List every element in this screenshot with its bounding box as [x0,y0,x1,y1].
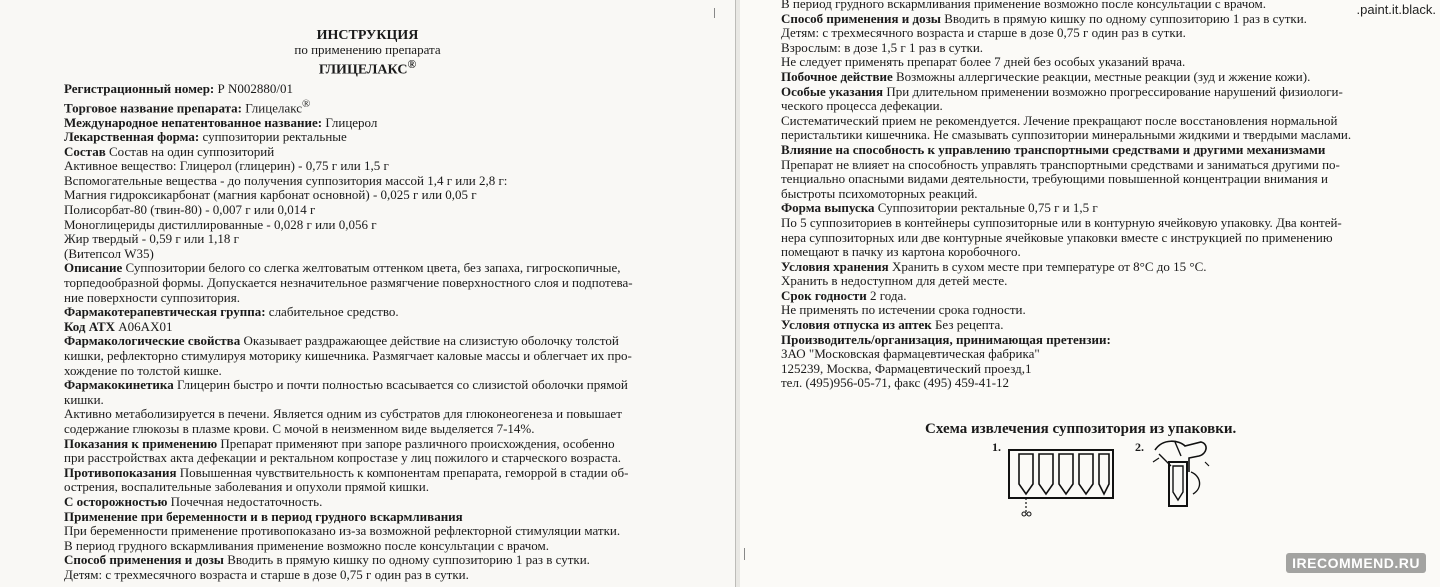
text-line: ческого процесса дефекации. [781,98,943,114]
description-line: торпедообразной формы. Допускается незначительное размягчение поверхностного слоя и подпотева- [64,275,633,291]
shelf-life: Срок годности 2 года. [781,287,907,303]
text-line: По 5 суппозиториев в контейнеры суппозиторные или в контурную ячейковую упаковку. Два контей- [781,214,1342,230]
text-line: при расстройствах акта дефекации и ректальном копростазе у лиц пожилого и старческого возраста. [64,450,622,466]
excipient-line: Моноглицериды дистиллированные - 0,028 г или 0,056 г [64,216,377,232]
pharm-group: Фармакотерапевтическая группа: слабительное средство. [64,304,399,320]
pharmacokinetics: Фармакокинетика Глицерин быстро и почти полностью всасывается со слизистой оболочки прямой [64,377,628,393]
inn-name: Международное непатентованное название: Глицерол [64,114,378,130]
text-line: быстроты психомоторных реакций. [781,185,978,201]
text-line: В период грудного вскармливания применение возможно после консультации с врачом. [781,0,1267,11]
right-text-column [781,0,1431,391]
release-form: Форма выпуска Суппозитории ректальные 0,75 г и 1,5 г [781,200,1098,216]
text-line: перистальтики кишечника. Не смазывать суппозитории минеральными жидкими и твердыми маслами. [781,127,1352,143]
text-line: кишки. [64,391,104,407]
composition-heading: Состав Состав на один суппозиторий [64,143,275,159]
dosage: Способ применения и дозы Вводить в прямую кишку по одному суппозиторию 1 раз в сутки. [781,10,1307,26]
excipient-line: Магния гидроксикарбонат (магния карбонат основной) - 0,025 г или 0,05 г [64,187,477,203]
drug-name: ГЛИЦЕЛАКС® [318,58,417,78]
text-line: Активно метаболизируется в печени. Является одним из субстратов для глюконеогенеза и повышает [64,406,622,422]
excipients: Вспомогательные вещества - до получения суппозитория массой 1,4 г или 2,8 г: [64,172,508,188]
manufacturer-heading: Производитель/организация, принимающая претензии: [781,331,1111,347]
description-line: ние поверхности суппозитория. [64,289,240,305]
reg-number: Регистрационный номер: Р N002880/01 [64,81,293,96]
text-line: содержание глюкозы в плазме крови. С мочой в неизменном виде выделяется 7-14%. [64,420,535,436]
storage: Условия хранения Хранить в сухом месте при температуре от 8°С до 15 °С. [781,258,1207,274]
extraction-schema-title: Схема извлечения суппозитория из упаковки. [925,421,1237,437]
text-line: При беременности применение противопоказано из-за возможной рефлекторной стимуляции матки. [64,523,621,539]
document-subtitle: по применению препарата [294,42,441,57]
text-line: помещают в пачку из картона коробочного. [781,244,1021,260]
text-line: 125239, Москва, Фармацевтический проезд,1 [781,360,1032,376]
text-line: тел. (495)956-05-71, факс (495) 459-41-12 [781,375,1010,391]
suppository-extraction-hand-icon [1145,432,1215,522]
text-line: ЗАО "Московская фармацевтическая фабрика" [781,346,1040,362]
text-line: Детям: с трехмесячного возраста и старше в дозе 0,75 г один раз в сутки. [64,566,469,582]
text-line: Детям: с трехмесячного возраста и старше в дозе 0,75 г один раз в сутки. [781,25,1186,41]
dispensing: Условия отпуска из аптек Без рецепта. [781,317,1004,333]
document-title: ИНСТРУКЦИЯ [316,28,419,43]
excipient-line: (Витепсол W35) [64,245,154,261]
text-line: Не следует применять препарат более 7 дней без особых указаний врача. [781,54,1186,70]
dosage-form: Лекарственная форма: суппозитории ректальные [64,129,347,145]
trade-name: Торговое название препарата: Глицелакс® [64,97,311,115]
text-line: Систематический прием не рекомендуется. Лечение прекращают после восстановления нормальной [781,112,1338,128]
text-line: Препарат не влияет на способность управлять транспортными средствами и заниматься другими по- [781,156,1340,172]
dosage: Способ применения и дозы Вводить в прямую кишку по одному суппозиторию 1 раз в сутки. [64,552,590,568]
text-line: Хранить в недоступном для детей месте. [781,273,1008,289]
special-instructions: Особые указания При длительном применении возможно прогрессирование нарушений физиологи- [781,83,1343,99]
text-line: В период грудного вскармливания применение возможно после консультации с врачом. [64,537,550,553]
text-line: острения, воспалительные заболевания и опухоли прямой кишки. [64,479,429,495]
crop-mark [744,548,745,560]
step-2-label: 2. [1135,440,1144,454]
crop-mark [714,8,715,18]
pregnancy-heading: Применение при беременности и в период грудного вскармливания [64,508,463,524]
contraindications: Противопоказания Повышенная чувствительность к компонентам препарата, геморрой в стадии об- [64,464,629,480]
text-line: Взрослым: в дозе 1,5 г 1 раз в сутки. [781,39,984,55]
caution: С осторожностью Почечная недостаточность. [64,493,323,509]
active-substance: Активное вещество: Глицерол (глицерин) - 0,75 г или 1,5 г [64,158,389,174]
driving-heading: Влияние на способность к управлению транспортными средствами и другими механизмами [781,141,1326,157]
atc-code: Код АТХ A06AX01 [64,318,173,334]
step-1-label: 1. [992,440,1001,454]
text-line: хождение по толстой кишке. [64,362,222,378]
description: Описание Суппозитории белого со слегка желтоватым оттенком цвета, без запаха, гигроскопичные, [64,260,621,276]
watermark: IRECOMMEND.RU [1286,553,1426,573]
pharmacodynamics: Фармакологические свойства Оказывает раздражающее действие на слизистую оболочку толстой [64,333,619,349]
text-line: Не применять по истечении срока годности. [781,302,1026,318]
text-line: кишки, рефлекторно стимулируя моторику кишечника. Размягчает каловые массы и облегчает их про- [64,348,632,364]
left-text-column [64,82,694,583]
side-effects: Побочное действие Возможны аллергические реакции, местные реакции (зуд и жжение кожи). [781,68,1311,84]
excipient-line: Жир твердый - 0,59 г или 1,18 г [64,231,239,247]
text-line: нера суппозиторных или две контурные ячейковые упаковки вместе с инструкцией по применению [781,229,1333,245]
site-credit: .paint.it.black. [1356,2,1436,17]
document-header [0,28,735,78]
instruction-page-right [740,0,1440,587]
excipient-line: Полисорбат-80 (твин-80) - 0,007 г или 0,014 г [64,202,316,218]
suppository-strip-icon [1005,440,1117,520]
indications: Показания к применению Препарат применяют при запоре различного происхождения, особенно [64,435,615,451]
text-line: тенциально опасными видами деятельности, требующими повышенной концентрации внимания и [781,171,1328,187]
